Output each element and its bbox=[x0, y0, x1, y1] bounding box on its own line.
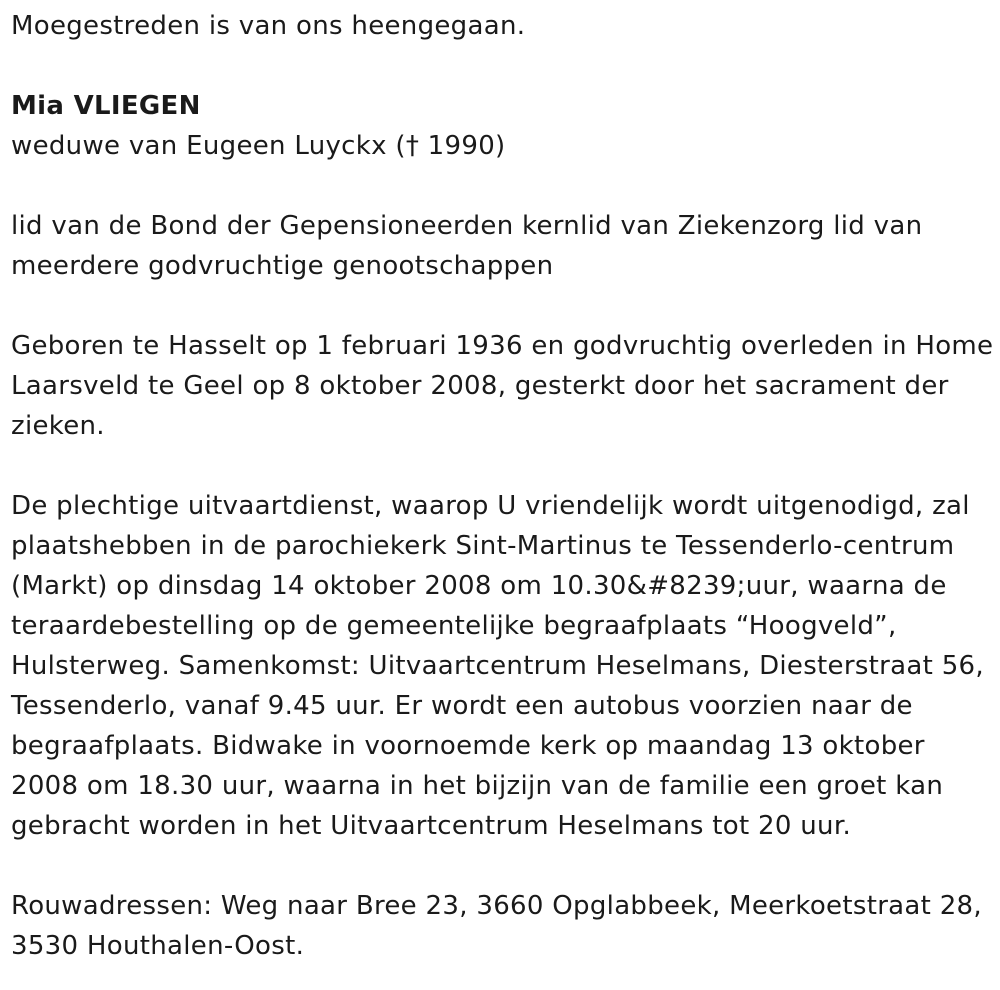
paragraph-gap bbox=[11, 446, 990, 486]
memberships-paragraph bbox=[11, 206, 990, 286]
text-line: 2008 om 18.30 uur, waarna in het bijzijn van de familie een groet kan bbox=[11, 771, 944, 801]
text-line: plaatshebben in de parochiekerk Sint-Martinus te Tessenderlo-centrum bbox=[11, 531, 955, 561]
text-line: begraafplaats. Bidwake in voornoemde kerk op maandag 13 oktober bbox=[11, 731, 925, 761]
paragraph-gap bbox=[11, 166, 990, 206]
deceased-name: Mia VLIEGEN bbox=[11, 91, 201, 121]
text-line: Tessenderlo, vanaf 9.45 uur. Er wordt een autobus voorzien naar de bbox=[11, 691, 913, 721]
text-line: teraardebestelling op de gemeentelijke begraafplaats “Hoogveld”, bbox=[11, 611, 897, 641]
text-line: meerdere godvruchtige genootschappen bbox=[11, 251, 554, 281]
paragraph-gap bbox=[11, 846, 990, 886]
text-line: gebracht worden in het Uitvaartcentrum Heselmans tot 20 uur. bbox=[11, 811, 852, 841]
text-line: Laarsveld te Geel op 8 oktober 2008, gesterkt door het sacrament der bbox=[11, 371, 949, 401]
paragraph-gap bbox=[11, 286, 990, 326]
text-line: De plechtige uitvaartdienst, waarop U vriendelijk wordt uitgenodigd, zal bbox=[11, 491, 970, 521]
text-line: 3530 Houthalen-Oost. bbox=[11, 931, 305, 961]
addresses-paragraph bbox=[11, 886, 990, 966]
text-line: zieken. bbox=[11, 411, 105, 441]
widow-of-text: weduwe van Eugeen Luyckx († 1990) bbox=[11, 131, 506, 161]
text-line: lid van de Bond der Gepensioneerden kernlid van Ziekenzorg lid van bbox=[11, 211, 923, 241]
text-line: Rouwadressen: Weg naar Bree 23, 3660 Opglabbeek, Meerkoetstraat 28, bbox=[11, 891, 982, 921]
intro-text: Moegestreden is van ons heengegaan. bbox=[11, 11, 526, 41]
text-line: Hulsterweg. Samenkomst: Uitvaartcentrum Heselmans, Diesterstraat 56, bbox=[11, 651, 984, 681]
obituary-document bbox=[0, 6, 1000, 966]
text-line: (Markt) op dinsdag 14 oktober 2008 om 10.30&#8239;uur, waarna de bbox=[11, 571, 947, 601]
birth-death-paragraph bbox=[11, 326, 994, 446]
text-line: Geboren te Hasselt op 1 februari 1936 en godvruchtig overleden in Home bbox=[11, 331, 994, 361]
paragraph-gap bbox=[11, 46, 990, 86]
funeral-paragraph bbox=[11, 486, 990, 846]
